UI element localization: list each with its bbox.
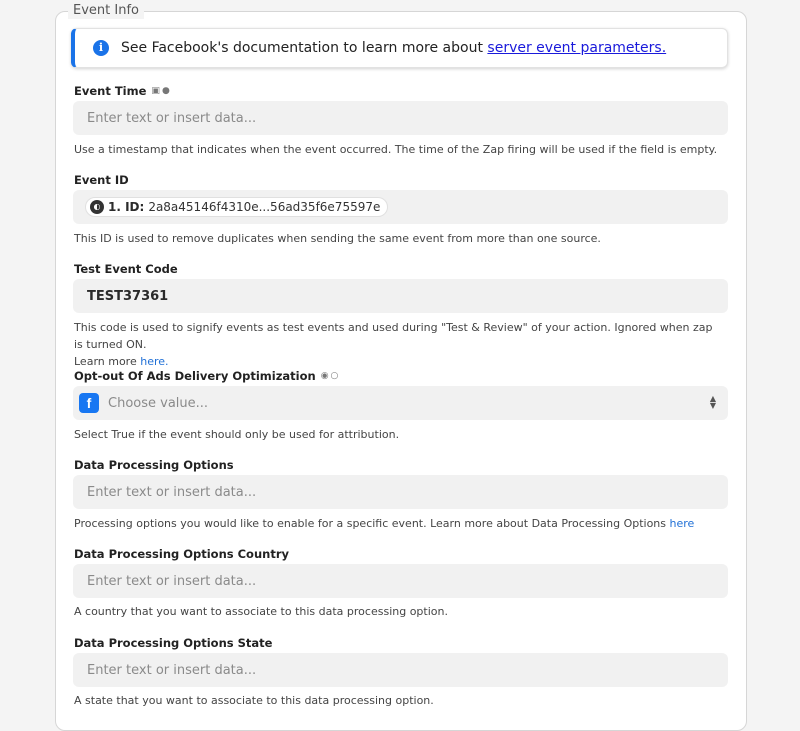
event-id-label: Event ID <box>74 173 129 187</box>
opt-out-select[interactable]: f Choose value... ▲ ▼ <box>73 386 728 420</box>
test-event-code-label: Test Event Code <box>74 262 178 276</box>
dpo-state-help: A state that you want to associate to this data processing option. <box>74 694 434 707</box>
facebook-icon: f <box>79 393 99 413</box>
dpo-label: Data Processing Options <box>74 458 234 472</box>
calendar-icon: ▣ <box>151 86 160 96</box>
event-time-input[interactable]: Enter text or insert data... <box>73 101 728 135</box>
info-text: See Facebook's documentation to learn more about server event parameters. <box>121 40 667 56</box>
test-event-code-input[interactable]: TEST37361 <box>73 279 728 313</box>
dpo-here-link[interactable]: here <box>669 517 695 530</box>
test-event-code-help: This code is used to signify events as test events and used during "Test & Review" of your action. Ignored when zap is turned ON. Learn more here. <box>74 321 713 368</box>
dpo-country-label: Data Processing Options Country <box>74 547 290 561</box>
event-time-help: Use a timestamp that indicates when the event occurred. The time of the Zap firing will be used if the field is empty. <box>74 143 718 156</box>
event-id-help: This ID is used to remove duplicates when sending the same event from more than one source. <box>74 232 601 245</box>
select-caret-icon: ▲ ▼ <box>709 394 716 410</box>
dpo-state-label: Data Processing Options State <box>74 636 273 650</box>
test-event-code-learn-more-link[interactable]: here. <box>140 355 169 368</box>
clock-icon: ● <box>161 86 170 96</box>
info-icon: i <box>93 40 109 56</box>
dpo-help: Processing options you would like to enable for a specific event. Learn more about Data Processing Options here <box>74 517 695 530</box>
dpo-input[interactable]: Enter text or insert data... <box>73 475 728 509</box>
dpo-state-input[interactable]: Enter text or insert data... <box>73 653 728 687</box>
info-banner <box>71 28 728 68</box>
opt-out-help: Select True if the event should only be used for attribution. <box>74 428 400 441</box>
section-legend: Event Info <box>68 3 144 19</box>
server-event-parameters-link[interactable]: server event parameters. <box>487 40 667 56</box>
radio-empty-icon[interactable]: ○ <box>330 371 339 381</box>
opt-out-label: Opt-out Of Ads Delivery Optimization ◉ ○ <box>74 369 339 383</box>
radio-selected-icon[interactable]: ◉ <box>320 371 329 381</box>
event-time-label: Event Time ▣ ● <box>74 84 170 98</box>
event-id-data-pill[interactable]: ◐ 1. ID: 2a8a45146f4310e...56ad35f6e75597e <box>85 197 388 217</box>
dpo-country-help: A country that you want to associate to this data processing option. <box>74 605 448 618</box>
app-logo-icon: ◐ <box>90 200 104 214</box>
dpo-country-input[interactable]: Enter text or insert data... <box>73 564 728 598</box>
event-id-input[interactable] <box>73 190 728 224</box>
